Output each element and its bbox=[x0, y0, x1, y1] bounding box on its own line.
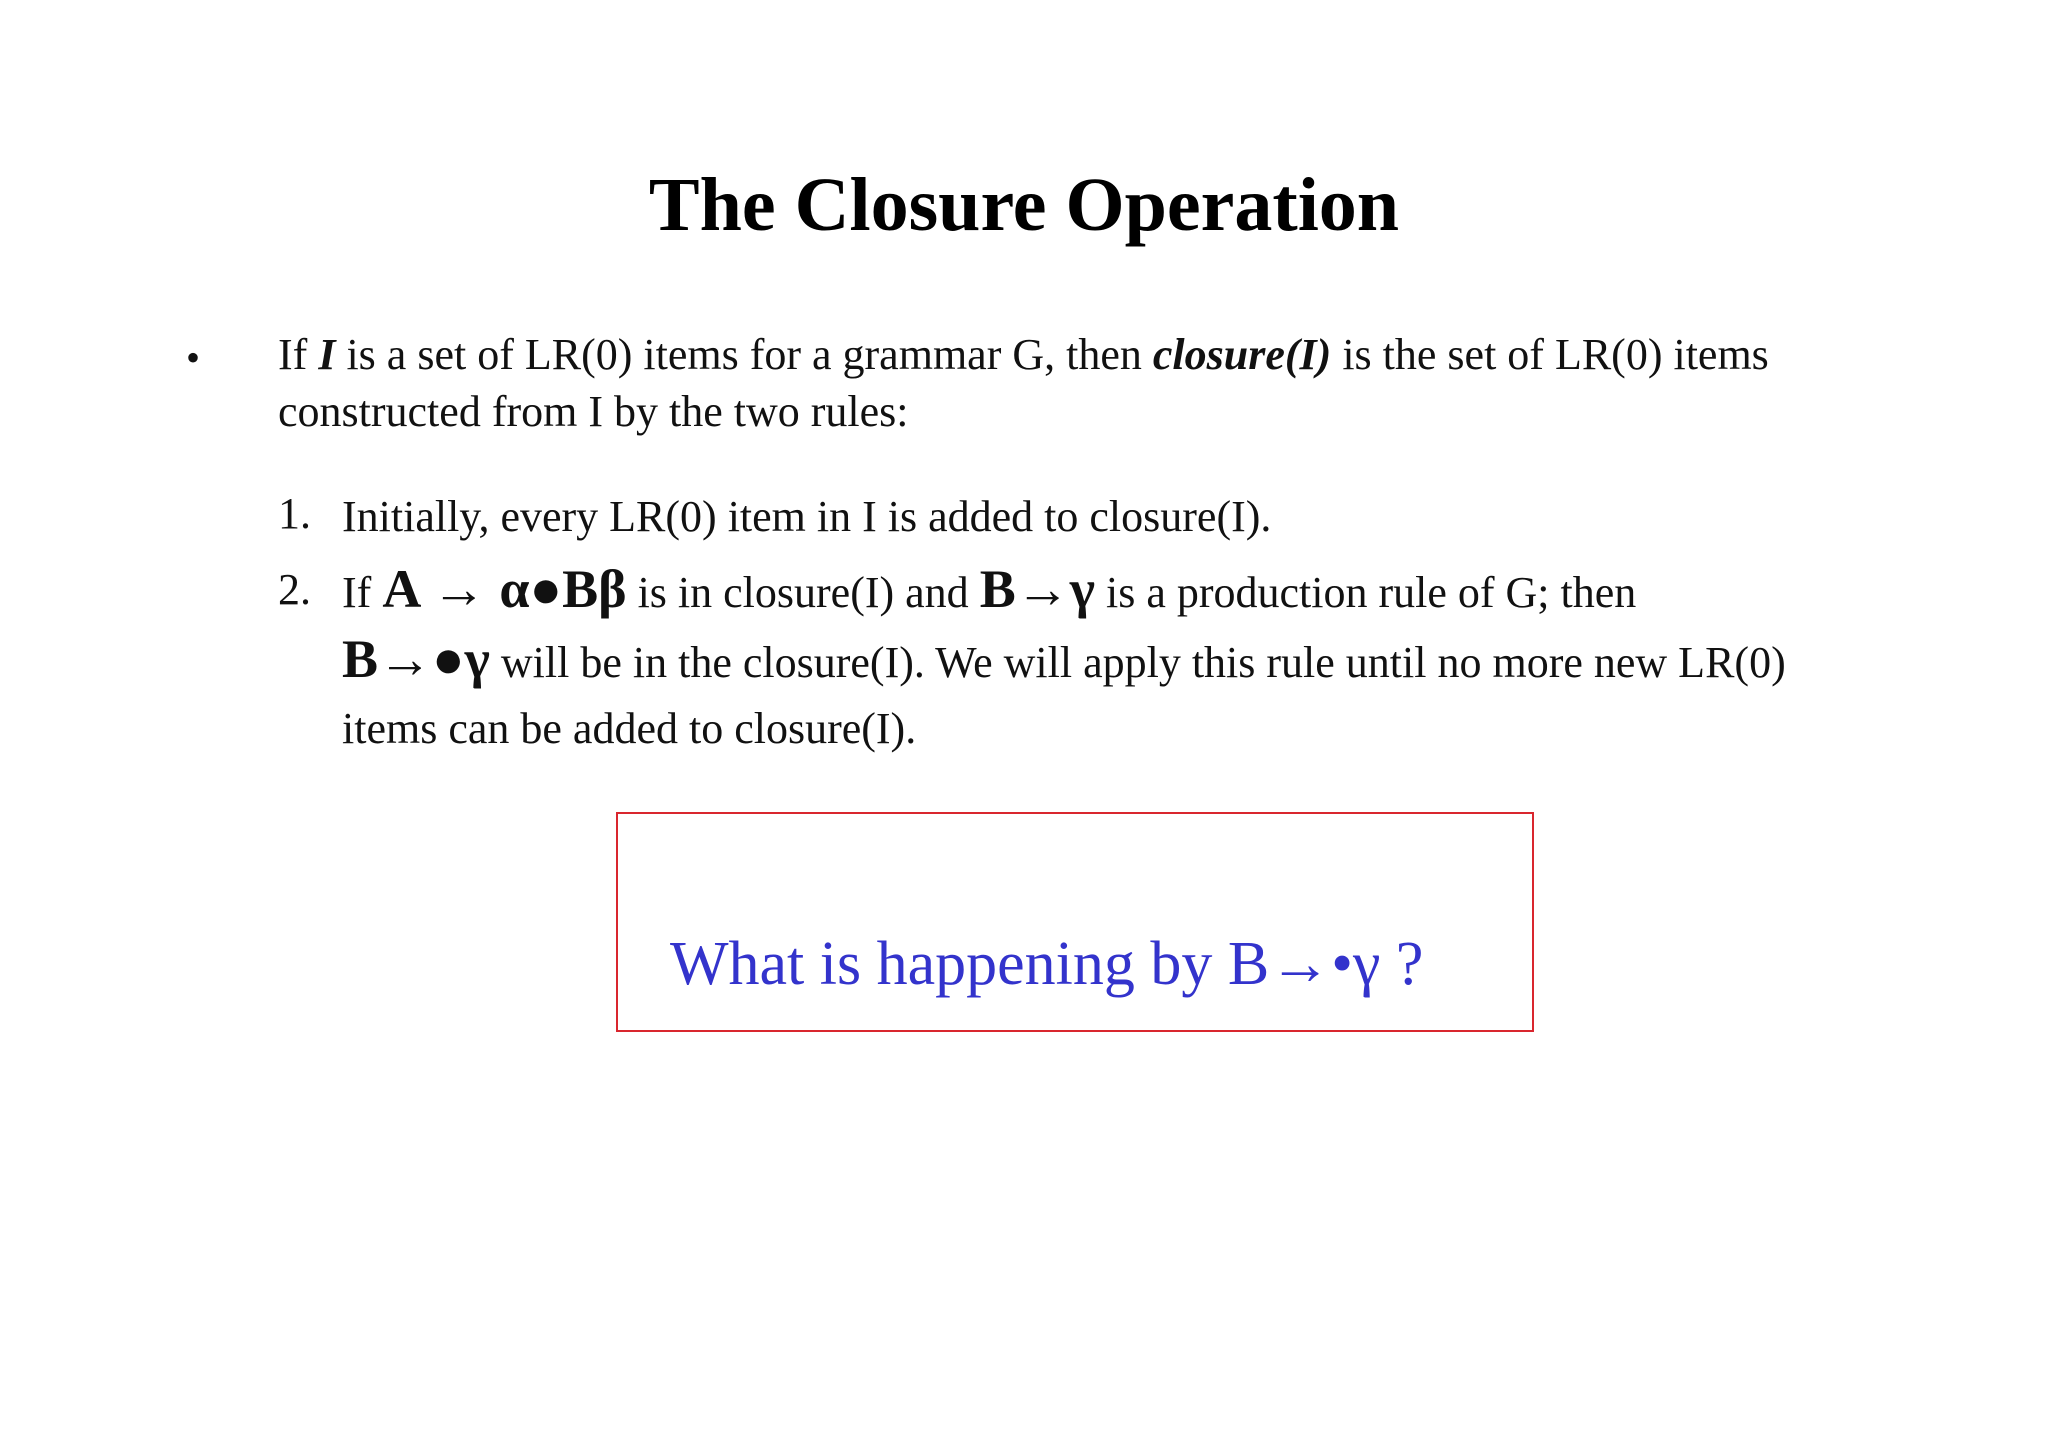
rule-2-number: 2. bbox=[278, 565, 311, 614]
rule-1-text: Initially, every LR(0) item in I is added to closure(I). bbox=[342, 492, 1272, 541]
closure-term: closure(I) bbox=[1152, 330, 1332, 379]
rule-2-text bbox=[342, 556, 1842, 762]
slide-title: The Closure Operation bbox=[648, 163, 1400, 247]
lr-item-B-closure: B→●γ bbox=[342, 629, 490, 689]
rule-2-tail-text: will be in the closure(I). We will apply this rule until no more new LR(0) items can be added to closure(I). bbox=[342, 638, 1786, 753]
rule-2-mid-text: is in closure(I) and bbox=[626, 568, 980, 617]
rule-2-after-production: is a production rule of G; then bbox=[1094, 568, 1637, 617]
question-text: What is happening by B→•γ ? bbox=[670, 930, 1424, 998]
set-variable-I: I bbox=[318, 330, 336, 379]
rule-2-if: If bbox=[342, 568, 383, 617]
bullet-text-part2: is a set of LR(0) items for a grammar G, then bbox=[335, 330, 1153, 379]
production-B-gamma: B→γ bbox=[979, 559, 1095, 619]
bullet-paragraph bbox=[278, 326, 1838, 440]
bullet-text-part1: If bbox=[278, 330, 319, 379]
rule-1-number: 1. bbox=[278, 489, 311, 538]
bullet-marker: • bbox=[186, 335, 201, 380]
lr-item-A: A → α●Bβ bbox=[382, 559, 627, 619]
question-box bbox=[616, 812, 1534, 1032]
bullet-text-part3: is the set of LR(0) items constructed from I by the two rules: bbox=[278, 330, 1769, 436]
